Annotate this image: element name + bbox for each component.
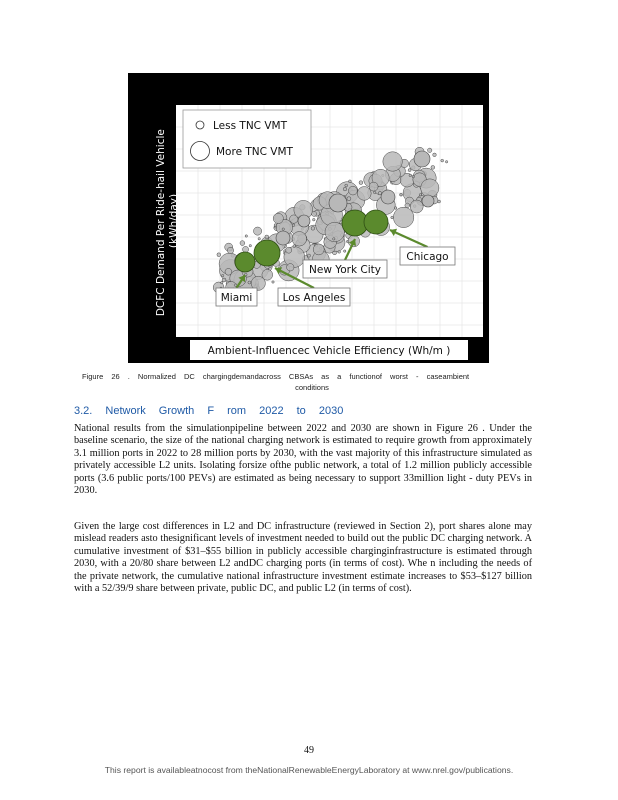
cbsa-bubble bbox=[409, 174, 412, 177]
cbsa-bubble bbox=[292, 232, 307, 247]
legend-small-bubble-icon bbox=[196, 121, 204, 129]
cbsa-bubble bbox=[428, 148, 432, 152]
cbsa-bubble bbox=[391, 216, 394, 219]
cbsa-bubble bbox=[287, 264, 294, 271]
figure-chart bbox=[128, 73, 489, 363]
paragraph-1: National results from the simulationpipeline between 2022 and 2030 are shown in Figure 26 . Under the baseline scenario, the size of the national charging network is estimated to require growth from approximately 3.1 million ports in 2022 to 28 million ports by 2030, with the vast majority of this infrastructure simulated as privately accessible L2 units. Isolating forsize ofthe public network, a total of 1.2 million publicly accessible ports (3.6 public ports/100 PEVs) are estimated as being necessary to support 33million light - duty PEVs in 2030. bbox=[74, 423, 532, 497]
cbsa-bubble bbox=[240, 241, 245, 246]
cbsa-bubble bbox=[276, 231, 290, 245]
cbsa-bubble bbox=[349, 186, 358, 195]
cbsa-bubble bbox=[307, 254, 310, 257]
cbsa-bubble bbox=[329, 194, 347, 212]
city-bubble bbox=[364, 210, 388, 234]
cbsa-bubble bbox=[333, 238, 335, 240]
cbsa-bubble bbox=[394, 207, 397, 210]
cbsa-bubble bbox=[313, 244, 324, 255]
cbsa-bubble bbox=[400, 193, 403, 196]
cbsa-bubble bbox=[357, 187, 371, 201]
cbsa-bubble bbox=[286, 247, 292, 253]
cbsa-bubble bbox=[393, 207, 413, 227]
y-axis-label-line2: (kWh/day) bbox=[168, 193, 180, 249]
y-axis-label-line1: DCFC Demand Per Ride-hail Vehicle bbox=[155, 129, 167, 317]
cbsa-bubble bbox=[249, 245, 251, 247]
legend bbox=[183, 110, 311, 168]
cbsa-bubble bbox=[421, 179, 439, 197]
cbsa-bubble bbox=[412, 176, 414, 178]
cbsa-bubble bbox=[265, 235, 269, 239]
cbsa-bubble bbox=[343, 187, 347, 191]
city-label: New York City bbox=[309, 264, 381, 276]
cbsa-bubble bbox=[222, 274, 224, 276]
cbsa-bubble bbox=[445, 161, 447, 163]
page-number: 49 bbox=[304, 745, 314, 756]
city-label: Los Angeles bbox=[282, 292, 346, 304]
cbsa-bubble bbox=[282, 228, 284, 230]
cbsa-bubble bbox=[431, 166, 435, 170]
cbsa-bubble bbox=[405, 203, 410, 208]
cbsa-bubble bbox=[338, 251, 341, 254]
legend-large-bubble-icon bbox=[191, 142, 210, 161]
cbsa-bubble bbox=[441, 159, 444, 162]
footer-availability-note: This report is availableatnocost from theNationalRenewableEnergyLaboratory at www.nrel.gov/publications. bbox=[104, 765, 514, 775]
cbsa-bubble bbox=[359, 181, 363, 185]
x-axis-label: Ambient-Influencec Vehicle Efficiency (Wh/m ) bbox=[207, 345, 451, 357]
cbsa-bubble bbox=[369, 182, 378, 191]
cbsa-bubble bbox=[378, 192, 381, 195]
city-bubble bbox=[235, 252, 255, 272]
cbsa-bubble bbox=[422, 195, 434, 207]
cbsa-bubble bbox=[344, 250, 346, 252]
cbsa-bubble bbox=[227, 247, 233, 253]
city-bubble bbox=[254, 240, 280, 266]
cbsa-bubble bbox=[273, 213, 283, 223]
legend-entry-less: Less TNC VMT bbox=[213, 120, 287, 132]
cbsa-bubble bbox=[414, 151, 430, 167]
cbsa-bubble bbox=[433, 153, 437, 157]
legend-entry-more: More TNC VMT bbox=[216, 146, 293, 158]
cbsa-bubble bbox=[258, 238, 260, 240]
cbsa-bubble bbox=[410, 200, 423, 213]
cbsa-bubble bbox=[347, 197, 351, 201]
cbsa-bubble bbox=[254, 227, 262, 235]
cbsa-bubble bbox=[298, 215, 310, 227]
cbsa-bubble bbox=[311, 227, 315, 231]
cbsa-bubble bbox=[381, 190, 395, 204]
section-heading: 3.2. Network Growth F rom 2022 to 2030 bbox=[74, 405, 344, 417]
cbsa-bubble bbox=[222, 278, 226, 282]
cbsa-bubble bbox=[245, 235, 247, 237]
cbsa-bubble bbox=[313, 218, 316, 221]
paragraph-2: Given the large cost differences in L2 and DC infrastructure (reviewed in Section 2), port shares alone may mislead readers asto thesignificant levels of investment needed to build out the public DC charging network. A cumulative investment of $31–$55 billion in publicly accessible charginginfrastructure is estimated through 2030, with a 20/80 share between L2 andDC charging ports (in terms of cost). Whe n including the needs of the private network, the cumulative national infrastructure investment estimate increases to $53–$127 billion with a 52/39/9 share between private, public DC, and public L2 (in terms of cost). bbox=[74, 521, 532, 595]
cbsa-bubble bbox=[262, 269, 273, 280]
cbsa-bubble bbox=[217, 253, 221, 257]
cbsa-bubble bbox=[243, 246, 249, 252]
city-label: Chicago bbox=[406, 251, 449, 263]
cbsa-bubble bbox=[221, 282, 223, 284]
figure-caption bbox=[82, 372, 542, 392]
cbsa-bubble bbox=[349, 180, 352, 183]
cbsa-bubble bbox=[419, 194, 421, 196]
cbsa-bubble bbox=[383, 152, 402, 171]
cbsa-bubble bbox=[345, 184, 348, 187]
cbsa-bubble bbox=[312, 211, 317, 216]
cbsa-bubble bbox=[408, 169, 411, 172]
figure-caption-line1: Figure 26 . Normalized DC chargingdemandacross CBSAs as a functionof worst - caseambient bbox=[82, 372, 470, 381]
cbsa-bubble bbox=[272, 281, 274, 283]
scatter-chart bbox=[128, 73, 489, 363]
cbsa-bubble bbox=[248, 281, 251, 284]
figure-caption-line2: conditions bbox=[295, 383, 329, 392]
city-label: Miami bbox=[220, 292, 253, 304]
